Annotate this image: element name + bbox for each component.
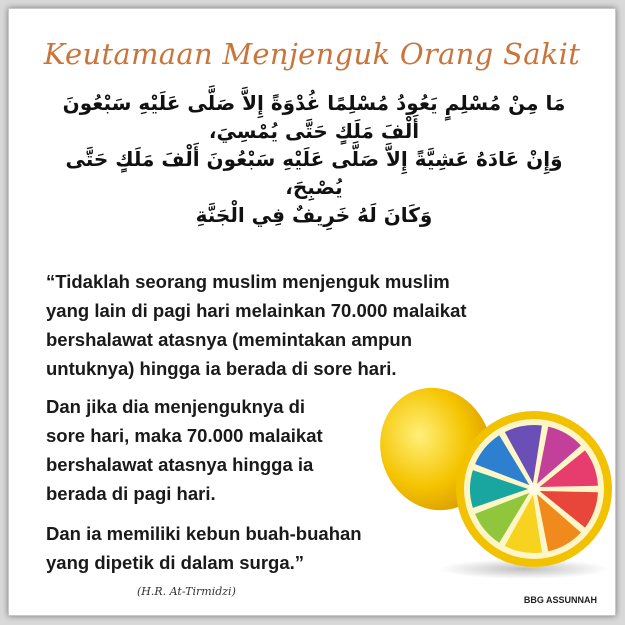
arabic-hadith-text (49, 89, 579, 229)
arabic-line: مَا مِنْ مُسْلِمٍ يَعُودُ مُسْلِمًا غُدْوَةً إِلاَّ صَلَّى عَلَيْهِ سَبْعُونَ (62, 91, 566, 115)
translation-line: berada di pagi hari. (46, 483, 216, 504)
translation-line: yang dipetik di dalam surga.” (46, 552, 305, 573)
translation-line: Dan jika dia menjenguknya di (46, 396, 306, 417)
poster-title: Keutamaan Menjenguk Orang Sakit (43, 37, 581, 71)
translation-paragraph-2 (46, 392, 323, 508)
arabic-line: وَإِنْ عَادَهُ عَشِيَّةً إِلاَّ صَلَّى عَلَيْهِ سَبْعُونَ أَلْفَ مَلَكٍ حَتَّى (65, 147, 563, 171)
translation-line: bershalawat atasnya hingga ia (46, 454, 314, 475)
arabic-line: وَكَانَ لَهُ خَرِيفٌ فِي الْجَنَّةِ (195, 203, 433, 227)
translation-line: yang lain di pagi hari melainkan 70.000 malaikat (46, 300, 467, 321)
poster-card (8, 8, 616, 616)
lemon-center (528, 483, 540, 495)
translation-line: “Tidaklah seorang muslim menjenguk muslim (46, 271, 450, 292)
arabic-line: يُصْبِحَ، (285, 175, 343, 199)
hadith-source: (H.R. At-Tirmidzi) (137, 585, 236, 598)
translation-paragraph-1 (46, 267, 467, 383)
rainbow-lemon-illustration (374, 369, 614, 584)
brand-label: BBG ASSUNNAH (523, 595, 597, 605)
translation-line: untuknya) hingga ia berada di sore hari. (46, 358, 397, 379)
translation-line: Dan ia memiliki kebun buah-buahan (46, 523, 362, 544)
translation-paragraph-3 (46, 519, 362, 577)
translation-line: sore hari, maka 70.000 malaikat (46, 425, 323, 446)
translation-line: bershalawat atasnya (memintakan ampun (46, 329, 413, 350)
arabic-line: أَلْفَ مَلَكٍ حَتَّى يُمْسِيَ، (208, 119, 420, 143)
